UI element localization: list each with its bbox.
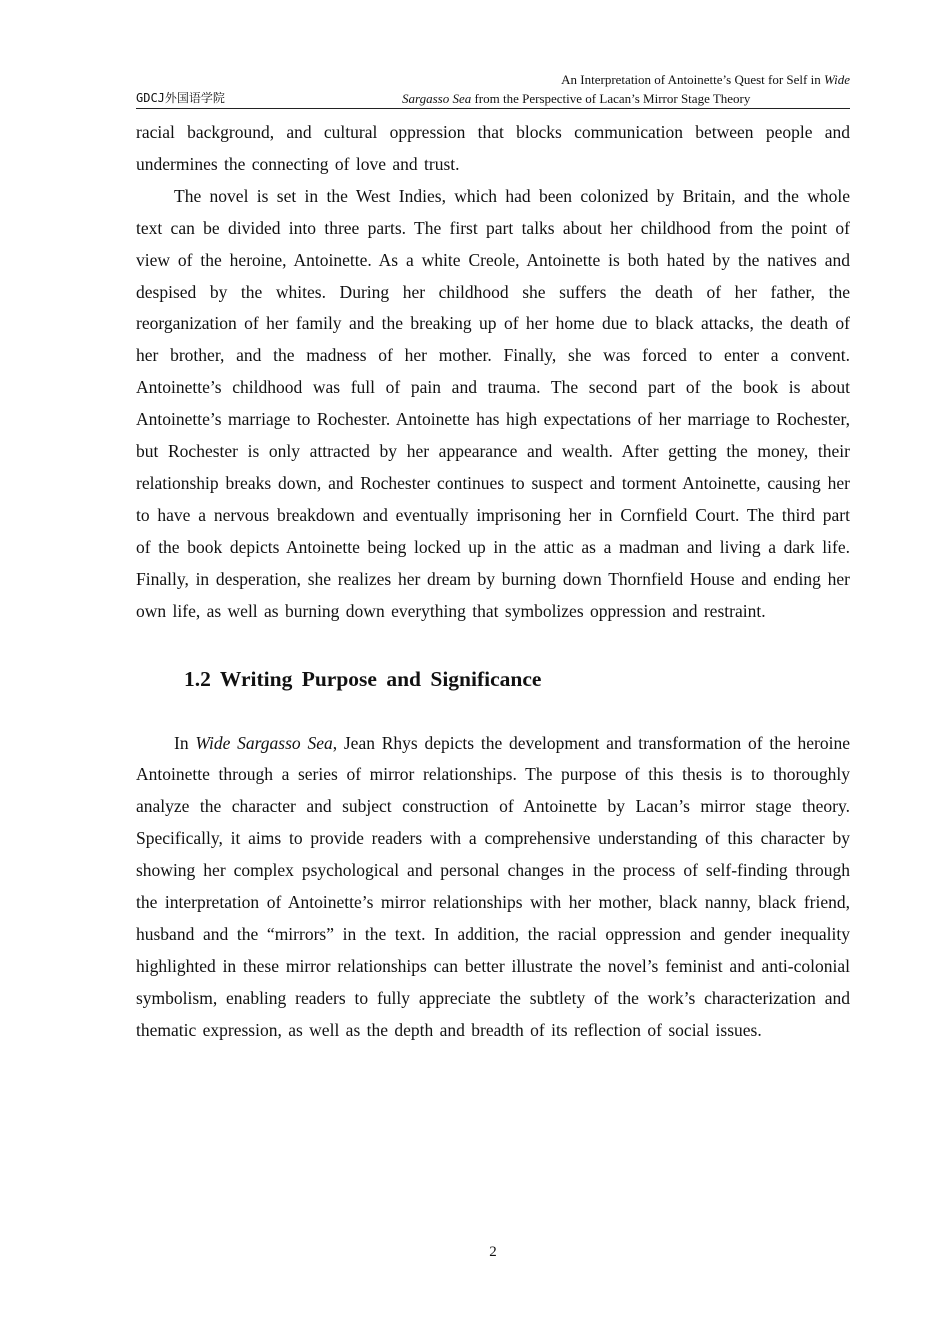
paragraph-continuation: racial background, and cultural oppression that blocks communication between people and undermines the connecting of love and trust.: [136, 122, 850, 174]
header-title-line1: An Interpretation of Antoinette’s Quest for Self in Wide: [561, 72, 850, 87]
body-text: [136, 117, 850, 1047]
paragraph-writing-purpose: In Wide Sargasso Sea, Jean Rhys depicts the development and transformation of the heroine Antoinette through a series of mirror relationships. The purpose of this thesis is to thoroughly analyze the character and subject construction of Antoinette by Lacan’s mirror stage theory. Specifically, it aims to provide readers with a comprehensive understanding of this character by showing her complex psychological and personal changes in the process of self-finding through the interpretation of Antoinette’s mirror relationships with her mother, black nanny, black friend, husband and the “mirrors” in the text. In addition, the racial oppression and gender inequality highlighted in these mirror relationships can better illustrate the novel’s feminist and anti-colonial symbolism, enabling readers to fully appreciate the subtlety of the work’s characterization and thematic expression, as well as the depth and breadth of its reflection of social issues.: [136, 732, 851, 1040]
page-number: 2: [489, 1244, 497, 1260]
running-header: [136, 70, 850, 109]
header-title-line2: Sargasso Sea from the Perspective of Lacan’s Mirror Stage Theory: [402, 91, 751, 106]
paragraph-novel-summary: The novel is set in the West Indies, which had been colonized by Britain, and the whole text can be divided into three parts. The first part talks about her childhood from the point of view of the heroine, Antoinette. As a white Creole, Antoinette is both hated by the natives and despised by the whites. During her childhood she suffers the death of her father, the reorganization of her family and the breaking up of her home due to black attacks, the death of her brother, and the madness of her mother. Finally, she was forced to enter a convent. Antoinette’s childhood was full of pain and trauma. The second part of the book is about Antoinette’s marriage to Rochester. Antoinette has high expectations of her marriage to Rochester, but Rochester is only attracted by her appearance and wealth. After getting the money, their relationship breaks down, and Rochester continues to suspect and torment Antoinette, causing her to have a nervous breakdown and eventually imprisoning her in Cornfield Court. The third part of the book depicts Antoinette being locked up in the attic as a madman and living a dark life. Finally, in desperation, she realizes her dream by burning down Thornfield House and ending her own life, as well as burning down everything that symbolizes oppression and restraint.: [136, 185, 850, 621]
section-heading: 1.2 Writing Purpose and Significance: [184, 666, 542, 691]
book-title: Wide Sargasso Sea: [195, 732, 333, 753]
header-title: [390, 70, 850, 108]
header-institution: GDCJ外国语学院: [136, 91, 225, 105]
